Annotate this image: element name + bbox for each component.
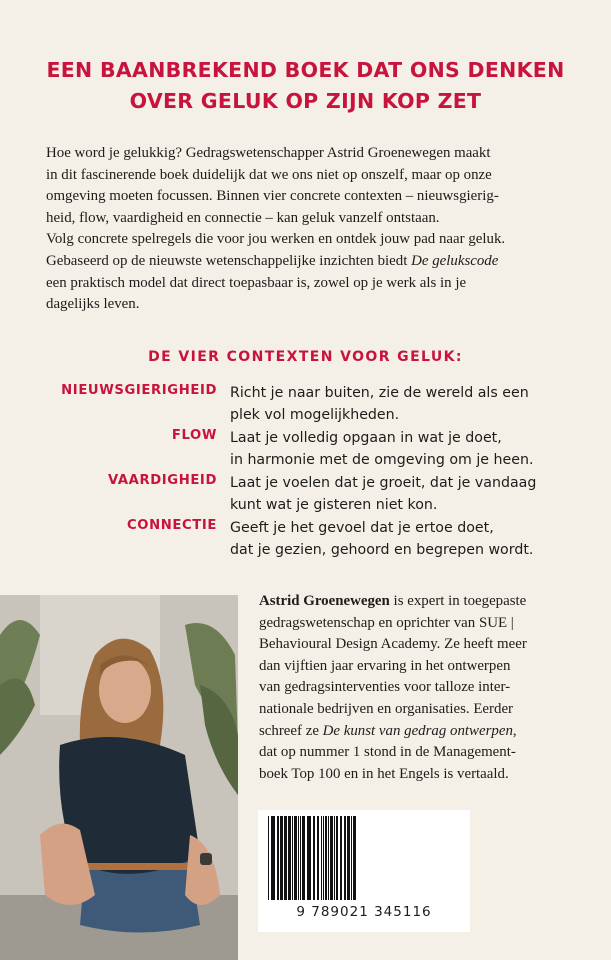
context-term: FLOW: [171, 428, 217, 443]
bio-line: boek Top 100 en in het Engels is vertaald.: [259, 765, 509, 782]
intro-line: omgeving moeten focussen. Binnen vier concrete contexten – nieuwsgierig-: [46, 188, 499, 205]
context-description: [230, 472, 580, 516]
bio-text: schreef ze: [259, 722, 323, 739]
barcode-bars: [258, 810, 470, 902]
context-desc-line: Richt je naar buiten, zie de wereld als een: [230, 385, 529, 401]
context-desc-line: Laat je voelen dat je groeit, dat je vandaag: [230, 475, 537, 491]
intro-line: [46, 251, 576, 273]
context-description: [230, 382, 580, 426]
context-term: CONNECTIE: [127, 518, 217, 533]
context-description: [230, 427, 580, 471]
intro-line: heid, flow, vaardigheid en connectie – kan geluk vanzelf ontstaan.: [46, 209, 440, 226]
context-term: VAARDIGHEID: [107, 473, 217, 488]
context-item: [0, 382, 611, 427]
author-bio: [259, 591, 589, 785]
bio-text: ,: [512, 722, 517, 739]
bio-line: nationale bedrijven en organisaties. Eerder: [259, 700, 514, 717]
intro-line: Volg concrete spelregels die voor jou werken en ontdek jouw pad naar geluk.: [46, 231, 506, 248]
headline-line-2: OVER GELUK OP ZIJN KOP ZET: [129, 89, 482, 113]
intro-paragraph: [46, 143, 576, 316]
author-photo: [0, 595, 238, 960]
contexts-title: DE VIER CONTEXTEN VOOR GELUK:: [148, 349, 463, 365]
bio-line: van gedragsinterventies voor talloze inter-: [259, 679, 511, 696]
context-term: NIEUWSGIERIGHEID: [61, 383, 217, 398]
previous-book-title: De kunst van gedrag ontwerpen: [322, 722, 513, 739]
bio-text: is expert in toegepaste: [389, 593, 527, 609]
intro-line: Hoe word je gelukkig? Gedragswetenschapper Astrid Groenewegen maakt: [46, 145, 491, 161]
author-name: Astrid Groenewegen: [259, 593, 390, 609]
contexts-list: [0, 382, 611, 562]
context-desc-line: plek vol mogelijkheden.: [230, 407, 400, 423]
bio-line: [259, 721, 589, 743]
bio-line: [259, 591, 589, 613]
intro-text: Gebaseerd op de nieuwste wetenschappelijke inzichten biedt: [46, 252, 412, 269]
headline: [0, 55, 611, 117]
context-item: [0, 427, 611, 472]
context-desc-line: dat je gezien, gehoord en begrepen wordt.: [230, 542, 534, 558]
context-desc-line: in harmonie met de omgeving om je heen.: [230, 452, 534, 468]
book-title: De gelukscode: [411, 252, 499, 269]
context-description: [230, 517, 580, 561]
intro-line: dagelijks leven.: [46, 296, 140, 313]
context-item: [0, 517, 611, 562]
context-item: [0, 472, 611, 517]
bio-line: dan vijftien jaar ervaring in het ontwerpen: [259, 657, 511, 674]
context-desc-line: kunt wat je gisteren niet kon.: [230, 497, 438, 513]
headline-line-1: EEN BAANBREKEND BOEK DAT ONS DENKEN: [46, 58, 565, 82]
bio-line: dat op nummer 1 stond in de Management-: [259, 744, 516, 761]
barcode-number: 9 789021 345116: [296, 904, 432, 920]
bio-line: gedragswetenschap en oprichter van SUE |: [259, 614, 514, 631]
context-desc-line: Geeft je het gevoel dat je ertoe doet,: [230, 520, 494, 536]
intro-line: een praktisch model dat direct toepasbaar is, zowel op je werk als in je: [46, 274, 467, 291]
intro-line: in dit fascinerende boek duidelijk dat we ons niet op onszelf, maar op onze: [46, 166, 492, 183]
bio-line: Behavioural Design Academy. Ze heeft meer: [259, 636, 527, 653]
barcode: [258, 810, 470, 932]
context-desc-line: Laat je volledig opgaan in wat je doet,: [230, 430, 502, 446]
